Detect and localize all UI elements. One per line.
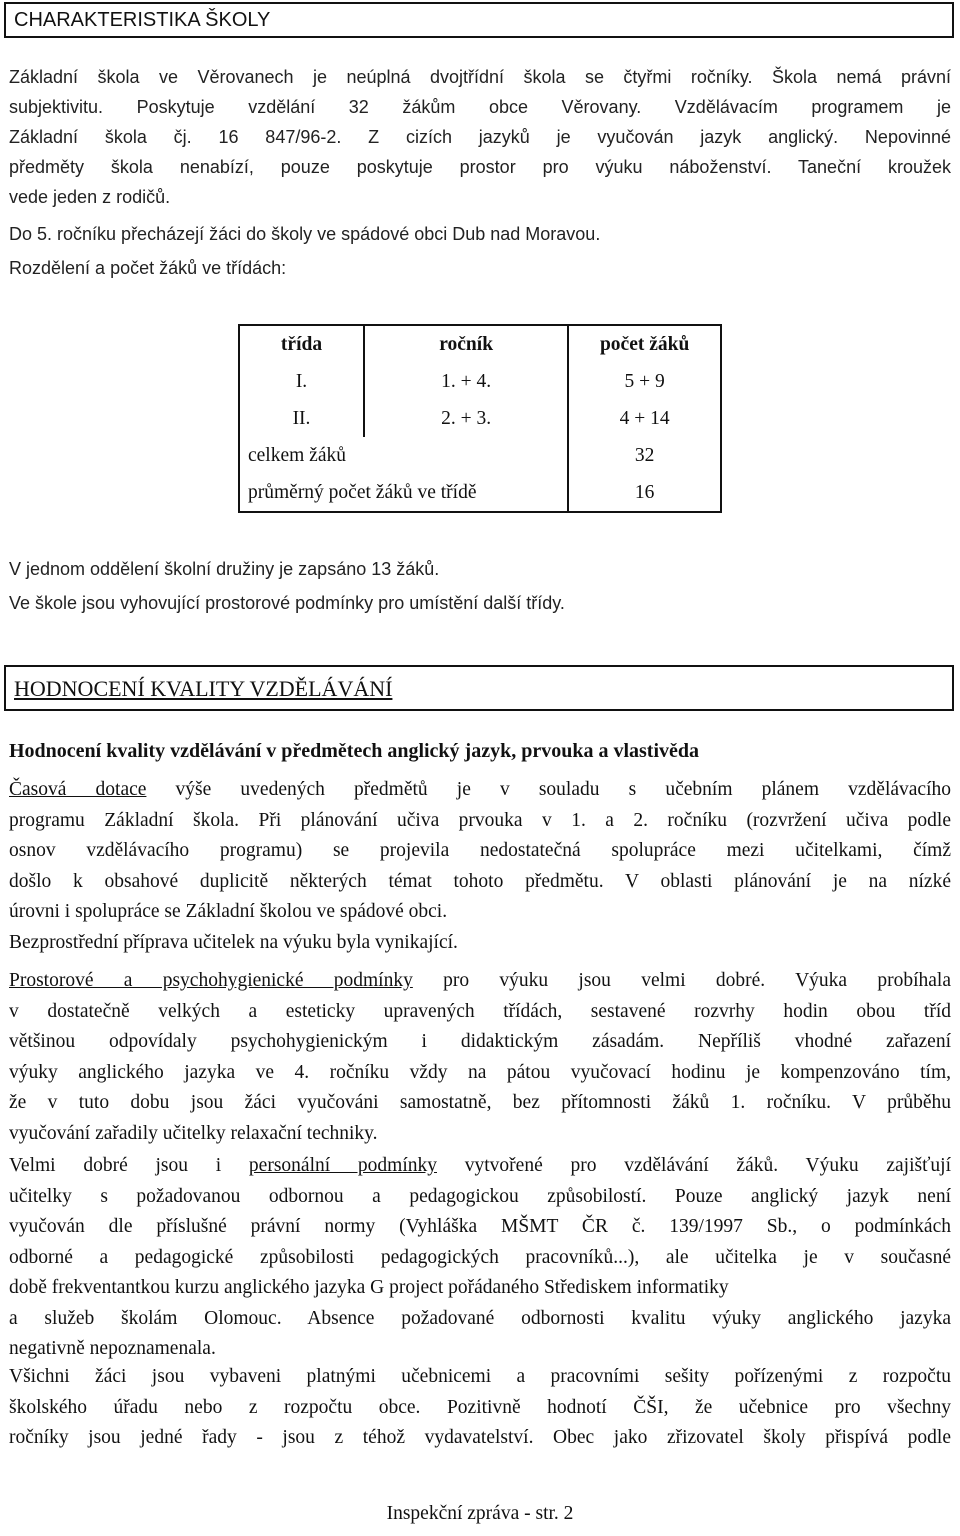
text-line: ročníky jsou jedné řady - jsou z téhož vydavatelství. Obec jako zřizovatel školy přispívá podle bbox=[9, 1427, 951, 1448]
text-line: Základní škola ve Věrovanech je neúplná dvojtřídní škola se čtyřmi ročníky. Škola nemá právní bbox=[9, 67, 951, 87]
text-fragment: pro výuku jsou velmi dobré. Výuka probíhala bbox=[412, 970, 951, 991]
paragraph-transfer: Do 5. ročníku přecházejí žáci do školy ve spádové obci Dub nad Moravou. bbox=[9, 224, 601, 244]
section-heading-box bbox=[4, 665, 954, 711]
section-heading-box bbox=[4, 2, 954, 38]
text-line: školského úřadu nebo z rozpočtu obce. Pozitivně hodnotí ČŠI, že učebnice pro všechny bbox=[9, 1396, 951, 1418]
underlined-term: Časová dotace bbox=[9, 779, 147, 800]
text-line: vyučování zařadily učitelky relaxační techniky. bbox=[9, 1122, 378, 1144]
text-line: úrovni i spolupráce se Základní školou ve spádové obci. bbox=[9, 901, 448, 922]
text-line bbox=[9, 775, 951, 806]
table-header-row bbox=[239, 325, 721, 363]
text-line: osnov vzdělávacího programu) se projevila nedostatečná spolupráce mezi učitelkami, čímž bbox=[9, 840, 951, 861]
underlined-term: personální podmínky bbox=[248, 1155, 437, 1176]
text-line: odborné a pedagogické způsobilosti pedagogických pracovníků...), ale učitelka je v současné bbox=[9, 1246, 951, 1268]
table-row-average bbox=[239, 474, 721, 512]
text-line: Základní škola čj. 16 847/96-2. Z cizích jazyků je vyučován jazyk anglický. Nepovinné bbox=[9, 127, 951, 147]
text-line: negativně nepoznamenala. bbox=[9, 1338, 216, 1359]
paragraph-after-school-club: V jednom oddělení školní družiny je zapsáno 13 žáků. bbox=[9, 559, 440, 579]
table-cell: 1. + 4. bbox=[364, 363, 568, 400]
class-distribution-table bbox=[238, 324, 722, 513]
underlined-term: Prostorové a psychohygienické podmínky bbox=[9, 970, 413, 991]
section-heading-quality: HODNOCENÍ KVALITY VZDĚLÁVÁNÍ bbox=[14, 676, 393, 701]
table-row bbox=[239, 363, 721, 400]
table-row-total bbox=[239, 437, 721, 474]
text-fragment: vytvořené pro vzdělávání žáků. Výuku zajišťují bbox=[437, 1155, 951, 1176]
paragraph-preparation: Bezprostřední příprava učitelek na výuku byla vynikající. bbox=[9, 932, 458, 953]
text-line bbox=[9, 966, 951, 997]
section-heading-characteristics: CHARAKTERISTIKA ŠKOLY bbox=[14, 9, 271, 31]
table-cell: 5 + 9 bbox=[624, 370, 665, 392]
text-line: došlo k obsahové duplicitě některých témat tohoto předmětu. V oblasti plánování je na nízké bbox=[9, 870, 951, 892]
text-line: v dostatečně velkých a esteticky upravených třídách, sestavené rozvrhy hodin obou tříd bbox=[9, 1000, 951, 1022]
paragraph-spatial-conditions bbox=[9, 966, 951, 1149]
text-line: předměty škola nenabízí, pouze poskytuje prostor pro výuku náboženství. Taneční kroužek bbox=[9, 157, 951, 177]
paragraph-distribution-intro: Rozdělení a počet žáků ve třídách: bbox=[9, 258, 287, 278]
paragraph-space-conditions: Ve škole jsou vyhovující prostorové podmínky pro umístění další třídy. bbox=[9, 593, 565, 613]
text-line: Všichni žáci jsou vybaveni platnými učebnicemi a pracovními sešity pořízenými z rozpočtu bbox=[9, 1366, 951, 1387]
table-row bbox=[239, 400, 721, 437]
text-line: programu Základní škola. Při plánování učiva prvouka v 1. a 2. ročníku (rozvržení učiva podle bbox=[9, 809, 951, 831]
text-line: vyučován dle příslušné právní normy (Vyhláška MŠMT ČR č. 139/1997 Sb., o podmínkách bbox=[9, 1216, 951, 1237]
table-header-cell: třída bbox=[239, 325, 364, 363]
text-fragment: výše uvedených předmětů je v souladu s učebním plánem vzdělávacího bbox=[146, 779, 951, 800]
text-line: a služeb školám Olomouc. Absence požadované odbornosti kvalitu výuky anglického jazyka bbox=[9, 1307, 951, 1329]
paragraph-time-allocation bbox=[9, 775, 951, 928]
text-line: době frekventantkou kurzu anglického jazyka G project pořádaného Střediskem informatiky bbox=[9, 1277, 729, 1298]
table-cell: I. bbox=[239, 363, 364, 400]
table-header-cell: počet žáků bbox=[599, 333, 690, 355]
table-header-cell: ročník bbox=[364, 325, 568, 363]
subsection-heading: Hodnocení kvality vzdělávání v předmětech anglický jazyk, prvouka a vlastivěda bbox=[9, 740, 700, 762]
table-cell-total-value: 32 bbox=[634, 444, 655, 466]
text-line: vede jeden z rodičů. bbox=[9, 187, 171, 207]
page-footer: Inspekční zpráva - str. 2 bbox=[386, 1503, 574, 1524]
text-line: subjektivitu. Poskytuje vzdělání 32 žákům obce Věrovany. Vzdělávacím programem je bbox=[9, 97, 951, 117]
table-cell-average-label: průměrný počet žáků ve třídě bbox=[239, 474, 568, 512]
text-line: učitelky s požadovanou odbornou a pedagogickou způsobilostí. Pouze anglický jazyk není bbox=[9, 1185, 951, 1207]
table-cell-average-value: 16 bbox=[634, 481, 655, 503]
text-line: výuky anglického jazyka ve 4. ročníku vždy na pátou vyučovací hodinu je kompenzováno tím, bbox=[9, 1061, 951, 1083]
table-cell: 4 + 14 bbox=[619, 407, 670, 429]
paragraph-textbooks bbox=[9, 1362, 951, 1454]
paragraph-school-intro bbox=[9, 62, 951, 212]
text-line: že v tuto dobu jsou žáci vyučováni samostatně, bez přítomnosti žáků 1. ročníku. V průběhu bbox=[9, 1092, 951, 1113]
text-line: většinou odpovídaly psychohygienickým i didaktickým zásadám. Nepříliš vhodné zařazení bbox=[9, 1031, 951, 1052]
table-cell: II. bbox=[239, 400, 364, 437]
table-cell-total-label: celkem žáků bbox=[239, 437, 568, 474]
table-cell: 2. + 3. bbox=[364, 400, 568, 437]
text-fragment: Velmi dobré jsou i bbox=[9, 1155, 249, 1176]
text-line bbox=[9, 1151, 951, 1182]
paragraph-personnel-conditions bbox=[9, 1151, 951, 1365]
